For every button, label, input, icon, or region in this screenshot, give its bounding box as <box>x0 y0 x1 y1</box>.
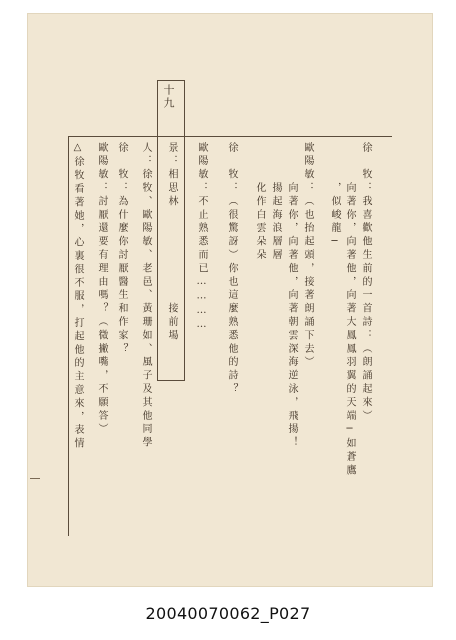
script-line: 向著你，向著他，向著大鳳鳳羽翼的天端─如蒼鷹 <box>344 142 355 478</box>
script-line: 向著你，向著他，向著朝雲深海逆泳，飛揚！ <box>286 142 297 451</box>
script-line: 揚起海浪層層 <box>270 142 281 263</box>
image-caption: 20040070062_P027 <box>145 604 311 623</box>
left-rule <box>68 136 69 536</box>
scene-box-left <box>157 80 158 380</box>
script-line: 徐 牧：（很驚訝）你也這麼熟悉他的詩？ <box>226 142 237 397</box>
script-line: 歐陽敏：（也抬起頭，接著朗誦下去） <box>302 142 313 370</box>
script-line: 化作白雲朵朵 <box>254 142 265 263</box>
margin-mark <box>30 478 40 483</box>
stage-direction-line: △徐牧看著她，心裏很不服，打起他的主意來，表情 <box>72 142 83 452</box>
scene-box-bottom <box>157 380 185 381</box>
script-line: 徐 牧：我喜歡他生前的一首詩：（朗誦起來） <box>360 142 371 424</box>
script-line: 歐陽敏：討厭還要有理由嗎？（微撇嘴，不願答） <box>96 142 107 437</box>
script-line: ，似峻龍─ <box>329 142 340 251</box>
scene-box-right <box>184 80 185 380</box>
cast-line: 人：徐牧、歐陽敏、老邑、黃珊如、風子及其他同學 <box>140 142 151 451</box>
scene-number: 十九 <box>162 84 175 110</box>
scene-box-top <box>157 80 185 81</box>
scene-location-line: 景：相思林 接前場 <box>166 142 177 343</box>
script-line: 徐 牧：為什麼你討厭醫生和作家？ <box>116 142 127 357</box>
top-rule <box>68 136 392 137</box>
script-line: 歐陽敏：不止熟悉而已………… <box>196 142 207 334</box>
